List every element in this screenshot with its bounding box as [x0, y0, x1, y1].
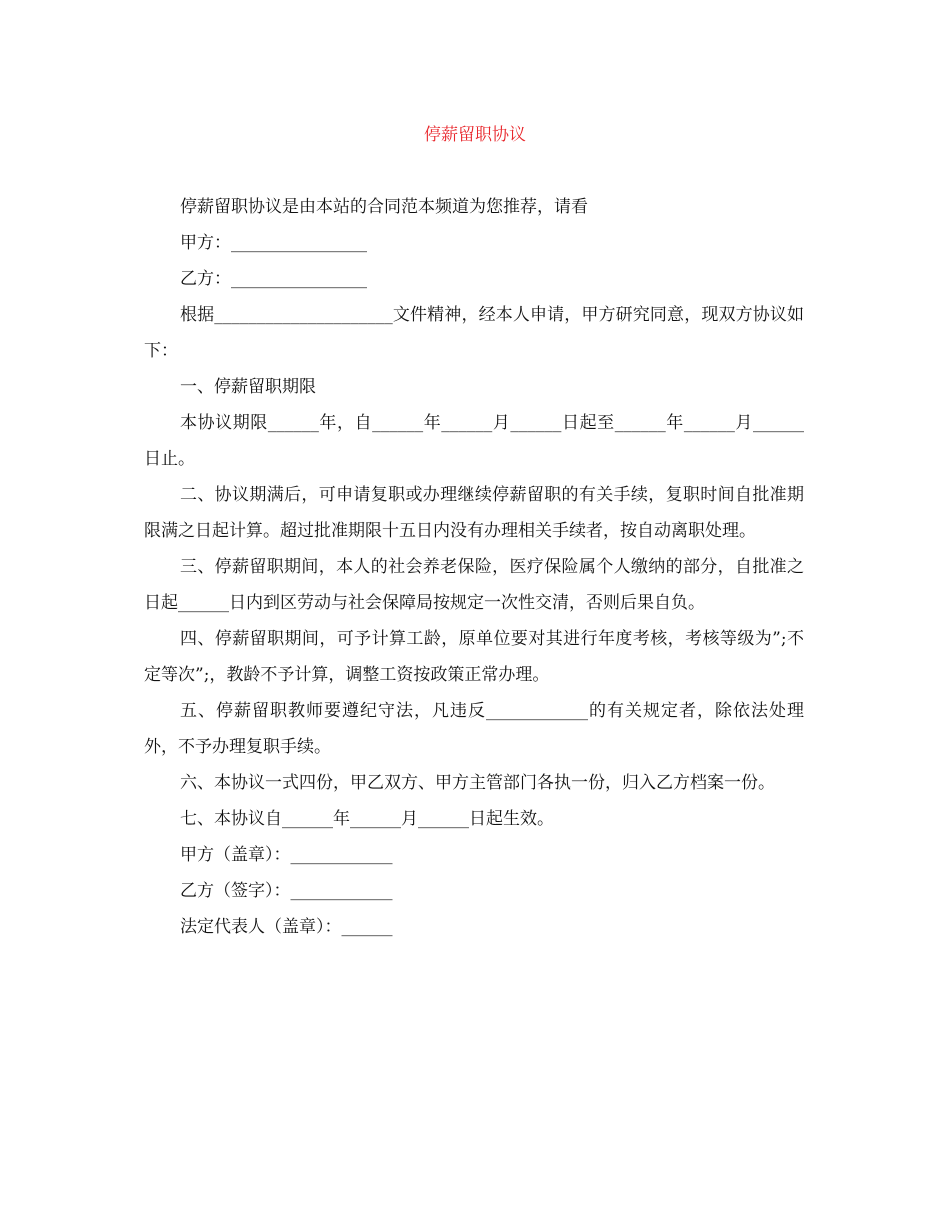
party-a-seal-line: 甲方（盖章）：____________ — [180, 845, 393, 865]
party-b-line: 乙方：________________ — [180, 269, 367, 289]
clause-5: 五、停薪留职教师要遵纪守法，凡违反____________的有关规定者，除依法处理外，不予办理复职手续。 — [144, 701, 804, 757]
section-1-heading: 一、停薪留职期限 — [180, 377, 316, 397]
document-body — [144, 189, 804, 945]
party-a-line: 甲方：________________ — [180, 233, 367, 253]
basis-paragraph: 根据_____________________文件精神，经本人申请，甲方研究同意，现双方协议如下： — [144, 305, 804, 361]
document-title: 停薪留职协议 — [424, 125, 526, 145]
clause-4: 四、停薪留职期间，可予计算工龄，原单位要对其进行年度考核，考核等级为”;不定等次”;，教龄不予计算，调整工资按政策正常办理。 — [144, 629, 804, 685]
intro-paragraph: 停薪留职协议是由本站的合同范本频道为您推荐，请看 — [180, 197, 588, 217]
party-b-signature-line: 乙方（签字）：____________ — [180, 881, 393, 901]
clause-7: 七、本协议自______年______月______日起生效。 — [180, 809, 554, 829]
clause-3: 三、停薪留职期间，本人的社会养老保险，医疗保险属个人缴纳的部分，自批准之日起______日内到区劳动与社会保障局按规定一次性交清，否则后果自负。 — [144, 557, 804, 613]
legal-representative-line: 法定代表人（盖章）：______ — [180, 917, 393, 937]
term-paragraph: 本协议期限______年，自______年______月______日起至______年______月______日止。 — [144, 413, 804, 469]
clause-6: 六、本协议一式四份，甲乙双方、甲方主管部门各执一份，归入乙方档案一份。 — [180, 773, 775, 793]
clause-2: 二、协议期满后，可申请复职或办理继续停薪留职的有关手续，复职时间自批准期限满之日起计算。超过批准期限十五日内没有办理相关手续者，按自动离职处理。 — [144, 485, 804, 541]
